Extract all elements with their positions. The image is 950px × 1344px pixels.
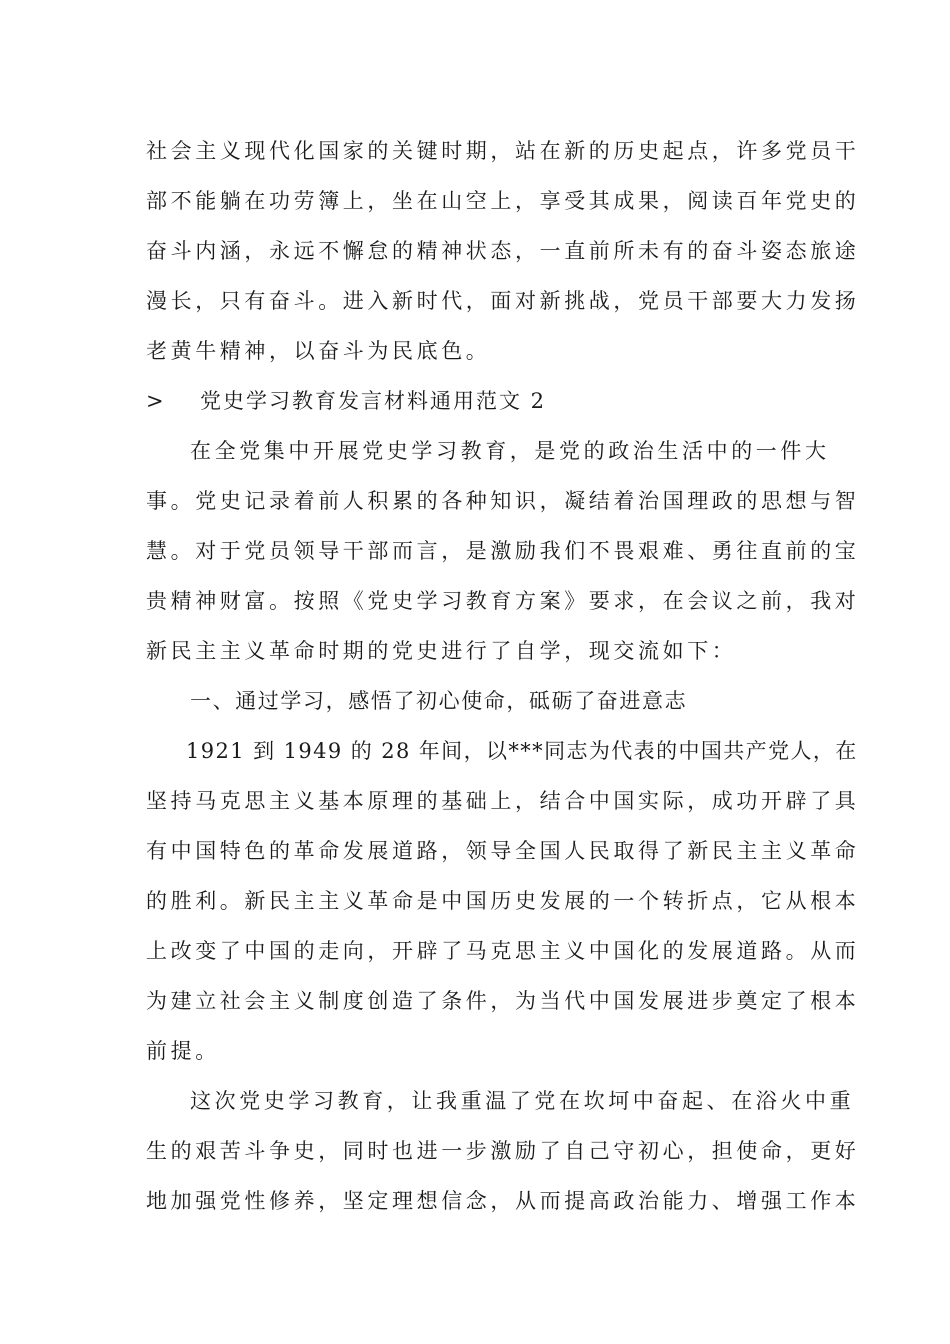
paragraph-line: 在全党集中开展党史学习教育，是党的政治生活中的一件大 bbox=[190, 439, 830, 463]
paragraph-line: 为建立社会主义制度创造了条件，为当代中国发展进步奠定了根本 bbox=[146, 989, 860, 1013]
paragraph-line: 新民主主义革命时期的党史进行了自学，现交流如下： bbox=[146, 639, 737, 663]
paragraph-line: 老黄牛精神，以奋斗为民底色。 bbox=[146, 339, 491, 363]
paragraph-line: 漫长，只有奋斗。进入新时代，面对新挑战，党员干部要大力发扬 bbox=[146, 289, 860, 313]
section-heading bbox=[146, 386, 826, 416]
subheading: 一、通过学习，感悟了初心使命，砥砺了奋进意志 bbox=[190, 689, 688, 713]
paragraph-line: 贵精神财富。按照《党史学习教育方案》要求，在会议之前，我对 bbox=[146, 589, 860, 613]
section-heading-text: 党史学习教育发言材料通用范文 2 bbox=[200, 389, 547, 413]
paragraph-line: 坚持马克思主义基本原理的基础上，结合中国实际，成功开辟了具 bbox=[146, 789, 860, 813]
paragraph-line: 生的艰苦斗争史，同时也进一步激励了自己守初心，担使命，更好 bbox=[146, 1139, 860, 1163]
paragraph-line: 的胜利。新民主主义革命是中国历史发展的一个转折点，它从根本 bbox=[146, 889, 860, 913]
paragraph-line: 部不能躺在功劳簿上，坐在山空上，享受其成果，阅读百年党史的 bbox=[146, 189, 860, 213]
paragraph-line: 事。党史记录着前人积累的各种知识，凝结着治国理政的思想与智 bbox=[146, 489, 860, 513]
paragraph-line: 奋斗内涵，永远不懈怠的精神状态，一直前所未有的奋斗姿态旅途 bbox=[146, 239, 860, 263]
paragraph-line: 有中国特色的革命发展道路，领导全国人民取得了新民主主义革命 bbox=[146, 839, 860, 863]
paragraph-line: 上改变了中国的走向，开辟了马克思主义中国化的发展道路。从而 bbox=[146, 939, 860, 963]
paragraph-line: 1921 到 1949 的 28 年间，以***同志为代表的中国共产党人，在 bbox=[186, 739, 858, 763]
paragraph-line: 社会主义现代化国家的关键时期，站在新的历史起点，许多党员干 bbox=[146, 139, 860, 163]
chevron-right-icon: > bbox=[146, 389, 166, 413]
paragraph-line: 这次党史学习教育，让我重温了党在坎坷中奋起、在浴火中重 bbox=[190, 1089, 855, 1113]
paragraph-line: 地加强党性修养，坚定理想信念，从而提高政治能力、增强工作本 bbox=[146, 1189, 860, 1213]
paragraph-line: 慧。对于党员领导干部而言，是激励我们不畏艰难、勇往直前的宝 bbox=[146, 539, 860, 563]
paragraph-line: 前提。 bbox=[146, 1039, 220, 1063]
